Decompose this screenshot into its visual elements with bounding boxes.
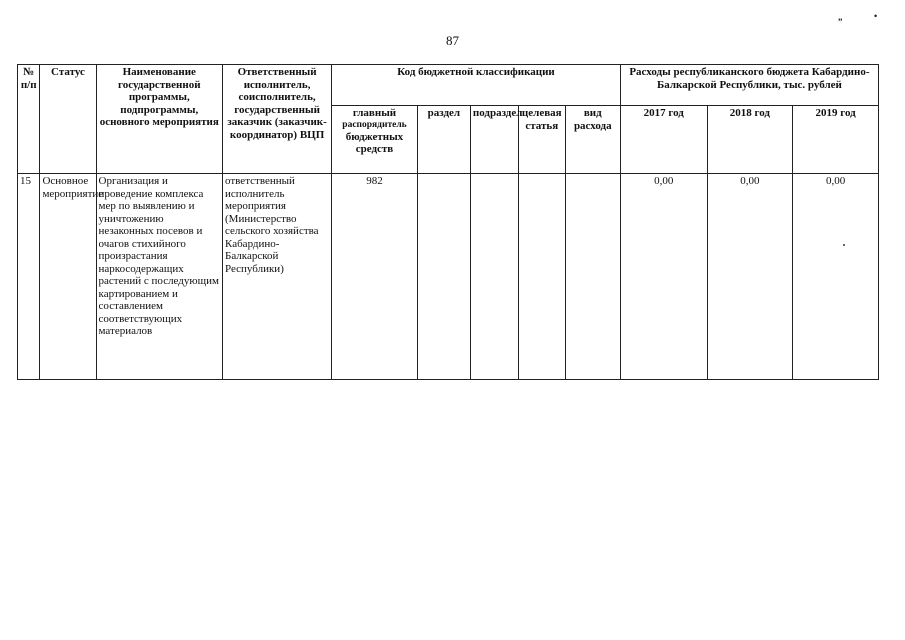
- header-subsection: подраздел: [470, 106, 518, 174]
- cell-responsible: ответственный исполнитель мероприятия (Министерство сельского хозяйства Кабардино-Балкарской Республики): [223, 174, 332, 380]
- cell-name: Организация и проведение комплекса мер по выявлению и уничтожению незаконных посевов и очагов стихийного произрастания наркосодержащих растений с последующим картированием и составлением соответствующих материалов: [96, 174, 222, 380]
- cell-2018: 0,00: [707, 174, 793, 380]
- header-main-manager: [332, 106, 418, 174]
- cell-subsection: [470, 174, 518, 380]
- header-main-manager-line1: главный: [352, 107, 397, 119]
- header-target-item: целевая статья: [518, 106, 565, 174]
- header-year-2018: 2018 год: [707, 106, 793, 174]
- cell-main-manager: 982: [332, 174, 418, 380]
- cell-expense-type: [565, 174, 620, 380]
- header-budget-code: Код бюджетной классификации: [332, 65, 621, 106]
- header-main-manager-line2: распорядитель: [342, 119, 407, 130]
- cell-status: Основное мероприятие: [40, 174, 96, 380]
- table-row: [18, 174, 879, 380]
- header-year-2017: 2017 год: [620, 106, 707, 174]
- corner-mark-left: „: [838, 12, 843, 22]
- cell-section: [417, 174, 470, 380]
- header-expenses: Расходы республиканского бюджета Кабардино-Балкарской Республики, тыс. рублей: [620, 65, 878, 106]
- budget-table: [17, 64, 879, 380]
- header-section: раздел: [417, 106, 470, 174]
- header-name: Наименование государственной программы, подпрограммы, основного мероприятия: [96, 65, 222, 174]
- header-expense-type: вид расхода: [565, 106, 620, 174]
- header-status: Статус: [40, 65, 96, 174]
- cell-2017: 0,00: [620, 174, 707, 380]
- header-year-2019: 2019 год: [793, 106, 879, 174]
- header-num: № п/п: [18, 65, 40, 174]
- header-main-manager-line3: бюджетных средств: [345, 130, 404, 155]
- corner-mark-right: •: [874, 11, 878, 21]
- cell-2019: 0,00: [793, 174, 879, 380]
- header-responsible: Ответственный исполнитель, соисполнитель, государственный заказчик (заказчик-координатор) ВЦП: [223, 65, 332, 174]
- cell-num: 15: [18, 174, 40, 380]
- page-number: 87: [446, 33, 459, 48]
- cell-target-item: [518, 174, 565, 380]
- header-row-1: [18, 65, 879, 106]
